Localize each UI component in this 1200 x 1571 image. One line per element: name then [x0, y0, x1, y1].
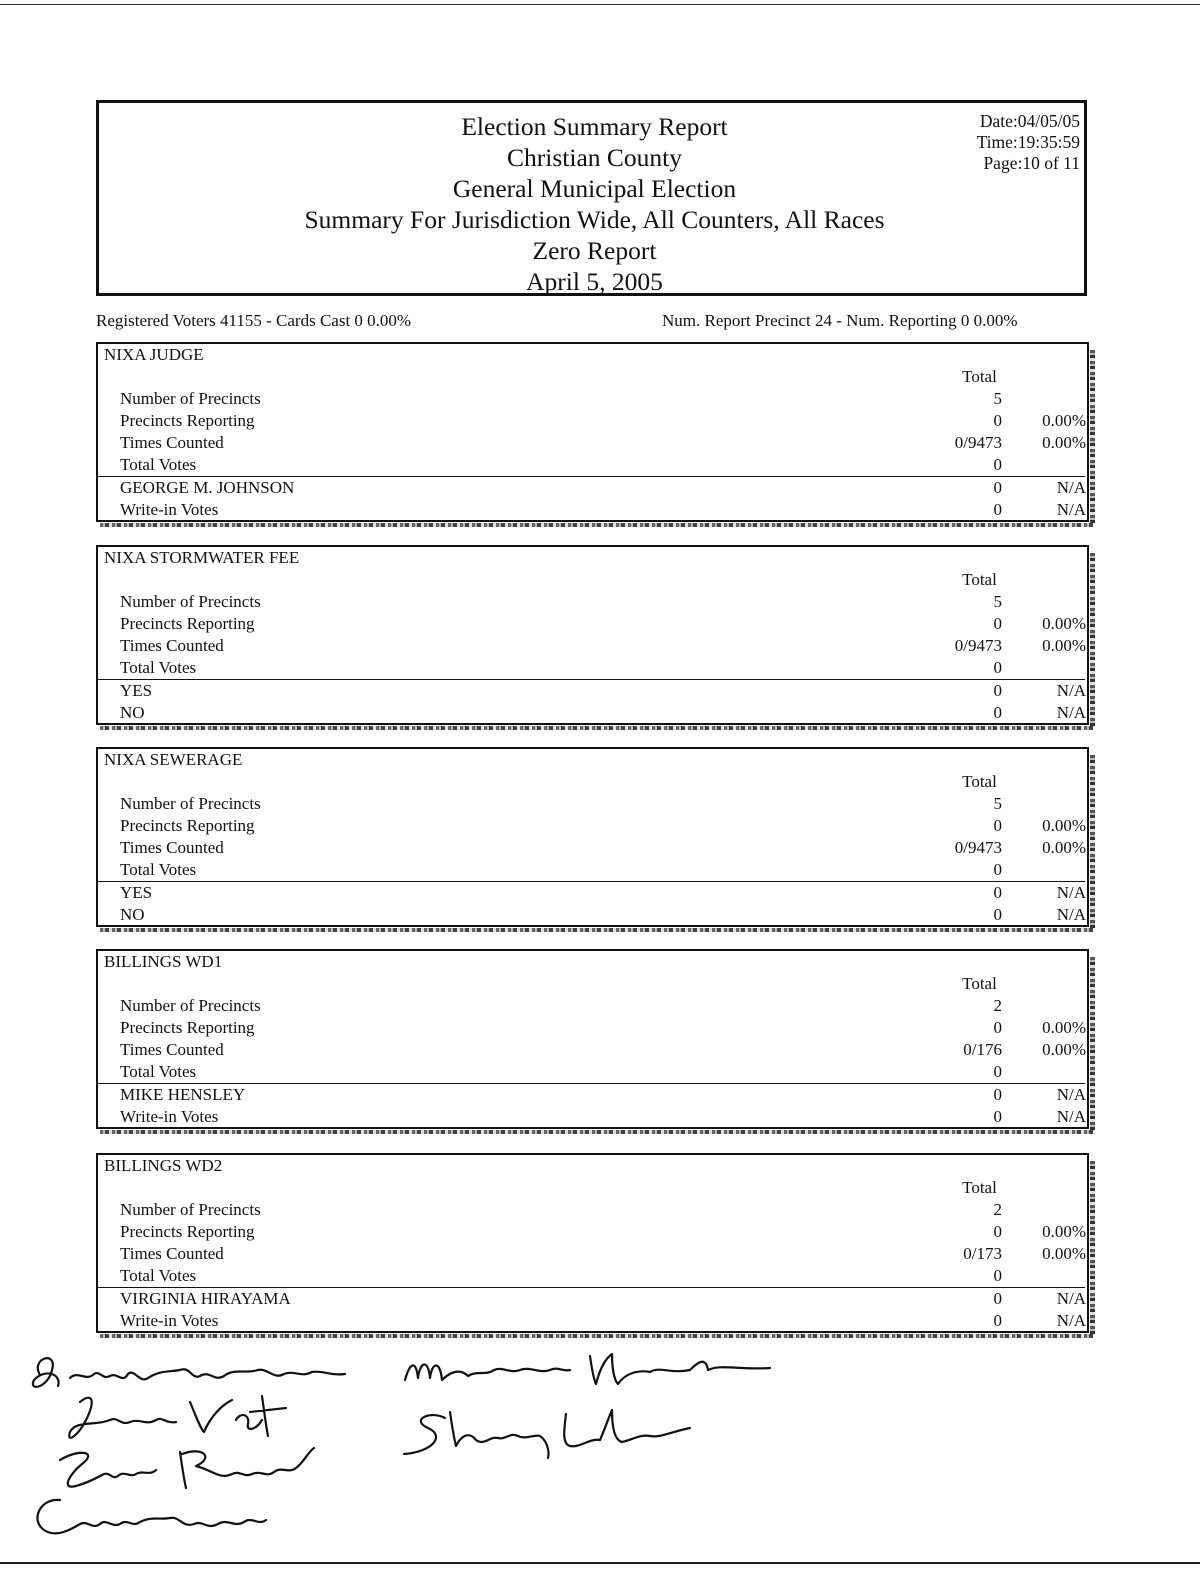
row-total: 5 [993, 794, 1002, 813]
stat-row [120, 996, 1086, 1018]
row-percent: 0.00% [1042, 1018, 1086, 1037]
stat-row [120, 433, 1086, 455]
registered-voters-summary: Registered Voters 41155 - Cards Cast 0 0.00% [96, 311, 412, 330]
race-title: BILLINGS WD1 [104, 952, 223, 971]
stat-row [120, 455, 1086, 477]
row-total: 0 [993, 658, 1002, 677]
row-total: 0 [993, 455, 1002, 474]
row-total: 0 [993, 703, 1002, 722]
race-box [96, 1153, 1089, 1333]
race-title: NIXA STORMWATER FEE [104, 548, 300, 567]
race-box [96, 949, 1089, 1129]
row-total: 0 [993, 1266, 1002, 1285]
row-label: Write-in Votes [120, 500, 219, 519]
row-total: 0 [993, 1289, 1002, 1308]
row-label: Total Votes [120, 455, 197, 474]
row-percent: N/A [1056, 1085, 1086, 1104]
row-label: Total Votes [120, 1266, 197, 1285]
report-time: Time:19:35:59 [976, 132, 1080, 152]
stat-row [120, 411, 1086, 433]
stat-row [120, 592, 1086, 614]
signature-barbara [33, 1358, 345, 1387]
signature-marian [405, 1354, 770, 1384]
signature-carla [37, 1500, 266, 1533]
row-percent: N/A [1056, 1311, 1086, 1330]
signatures [0, 1340, 800, 1555]
row-total: 0/173 [963, 1244, 1002, 1263]
row-label: Precincts Reporting [120, 1018, 255, 1037]
total-column-header: Total [962, 367, 997, 386]
choice-row [120, 681, 1086, 703]
row-label: YES [120, 681, 153, 700]
stat-row [120, 816, 1086, 838]
choices-divider [98, 476, 1085, 477]
row-total: 0 [993, 816, 1002, 835]
choice-row [120, 1107, 1086, 1129]
total-column-header: Total [962, 570, 997, 589]
row-label: Number of Precincts [120, 592, 261, 611]
stat-row [120, 1040, 1086, 1062]
stat-row [120, 838, 1086, 860]
row-percent: N/A [1056, 883, 1086, 902]
choices-divider [98, 881, 1085, 882]
row-label: Total Votes [120, 860, 197, 879]
row-total: 2 [993, 996, 1002, 1015]
stat-row [120, 658, 1086, 680]
race-box [96, 747, 1089, 927]
stat-row [120, 794, 1086, 816]
row-label: Times Counted [120, 838, 224, 857]
row-total: 0 [993, 411, 1002, 430]
summary-scope: Summary For Jurisdiction Wide, All Counters, All Races [304, 205, 885, 234]
county-name: Christian County [507, 143, 682, 172]
row-label: Precincts Reporting [120, 816, 255, 835]
row-label: NO [120, 703, 145, 722]
row-total: 0 [993, 1311, 1002, 1330]
row-percent: N/A [1056, 1289, 1086, 1308]
stat-row [120, 389, 1086, 411]
stat-row [120, 1062, 1086, 1084]
row-total: 0 [993, 681, 1002, 700]
row-percent: 0.00% [1042, 1040, 1086, 1059]
signature-lisa [60, 1448, 314, 1488]
precinct-reporting-summary: Num. Report Precinct 24 - Num. Reporting 0 0.00% [662, 311, 1018, 330]
stat-row [120, 860, 1086, 882]
race-title: NIXA JUDGE [104, 345, 204, 364]
row-percent: 0.00% [1042, 433, 1086, 452]
report-date: Date:04/05/05 [979, 111, 1080, 131]
stat-row [120, 1244, 1086, 1266]
page-number: Page:10 of 11 [983, 153, 1080, 173]
stat-row [120, 1222, 1086, 1244]
row-label: NO [120, 905, 145, 924]
row-percent: N/A [1056, 681, 1086, 700]
row-label: Times Counted [120, 1040, 224, 1059]
row-label: GEORGE M. JOHNSON [120, 478, 295, 497]
row-label: Times Counted [120, 636, 224, 655]
row-label: Times Counted [120, 433, 224, 452]
row-label: Number of Precincts [120, 996, 261, 1015]
row-label: Times Counted [120, 1244, 224, 1263]
row-total: 0 [993, 1107, 1002, 1126]
row-percent: 0.00% [1042, 838, 1086, 857]
row-total: 0 [993, 1062, 1002, 1081]
row-total: 2 [993, 1200, 1002, 1219]
race-box [96, 342, 1089, 522]
total-column-header: Total [962, 1178, 997, 1197]
choice-row [120, 703, 1086, 725]
row-label: VIRGINIA HIRAYAMA [120, 1289, 291, 1308]
row-percent: 0.00% [1042, 614, 1086, 633]
signature-lynn [69, 1396, 286, 1438]
row-total: 0/9473 [954, 838, 1002, 857]
row-label: Number of Precincts [120, 794, 261, 813]
row-total: 5 [993, 592, 1002, 611]
row-total: 0 [993, 478, 1002, 497]
row-percent: 0.00% [1042, 1244, 1086, 1263]
row-total: 0 [993, 614, 1002, 633]
row-total: 0 [993, 1085, 1002, 1104]
election-date: April 5, 2005 [526, 267, 663, 296]
choice-row [120, 1289, 1086, 1311]
row-percent: N/A [1056, 500, 1086, 519]
signature-shirley [404, 1410, 690, 1458]
row-label: Precincts Reporting [120, 1222, 255, 1241]
scan-edge-bottom [0, 1562, 1200, 1564]
row-total: 0/176 [963, 1040, 1002, 1059]
row-percent: N/A [1056, 703, 1086, 722]
report-type: Zero Report [532, 236, 657, 265]
stat-row [120, 1266, 1086, 1288]
stat-row [120, 636, 1086, 658]
row-total: 0 [993, 860, 1002, 879]
stat-row [120, 1018, 1086, 1040]
election-name: General Municipal Election [452, 174, 737, 203]
row-total: 0 [993, 905, 1002, 924]
race-title: BILLINGS WD2 [104, 1156, 223, 1175]
choice-row [120, 1085, 1086, 1107]
race-box [96, 545, 1089, 725]
row-total: 0 [993, 1018, 1002, 1037]
row-label: Precincts Reporting [120, 614, 255, 633]
row-label: Write-in Votes [120, 1311, 219, 1330]
choice-row [120, 883, 1086, 905]
choice-row [120, 478, 1086, 500]
row-label: Number of Precincts [120, 389, 261, 408]
row-label: Precincts Reporting [120, 411, 255, 430]
race-title: NIXA SEWERAGE [104, 750, 243, 769]
stat-row [120, 1200, 1086, 1222]
report-header [96, 100, 1087, 296]
row-total: 5 [993, 389, 1002, 408]
choices-divider [98, 679, 1085, 680]
choice-row [120, 500, 1086, 522]
row-percent: 0.00% [1042, 1222, 1086, 1241]
report-title-block [99, 111, 1090, 297]
row-label: Total Votes [120, 658, 197, 677]
report-meta [977, 111, 1080, 174]
stat-row [120, 614, 1086, 636]
row-total: 0/9473 [954, 636, 1002, 655]
row-total: 0 [993, 883, 1002, 902]
total-column-header: Total [962, 974, 997, 993]
row-percent: 0.00% [1042, 411, 1086, 430]
row-label: Total Votes [120, 1062, 197, 1081]
choice-row [120, 1311, 1086, 1333]
row-percent: N/A [1056, 478, 1086, 497]
row-percent: N/A [1056, 905, 1086, 924]
row-percent: 0.00% [1042, 636, 1086, 655]
choices-divider [98, 1287, 1085, 1288]
row-label: YES [120, 883, 153, 902]
row-total: 0 [993, 500, 1002, 519]
row-total: 0 [993, 1222, 1002, 1241]
choices-divider [98, 1083, 1085, 1084]
row-percent: 0.00% [1042, 816, 1086, 835]
report-title: Election Summary Report [461, 112, 728, 141]
row-label: Number of Precincts [120, 1200, 261, 1219]
row-total: 0/9473 [954, 433, 1002, 452]
row-percent: N/A [1056, 1107, 1086, 1126]
row-label: Write-in Votes [120, 1107, 219, 1126]
scan-edge-top [0, 4, 1200, 5]
choice-row [120, 905, 1086, 927]
row-label: MIKE HENSLEY [120, 1085, 246, 1104]
total-column-header: Total [962, 772, 997, 791]
